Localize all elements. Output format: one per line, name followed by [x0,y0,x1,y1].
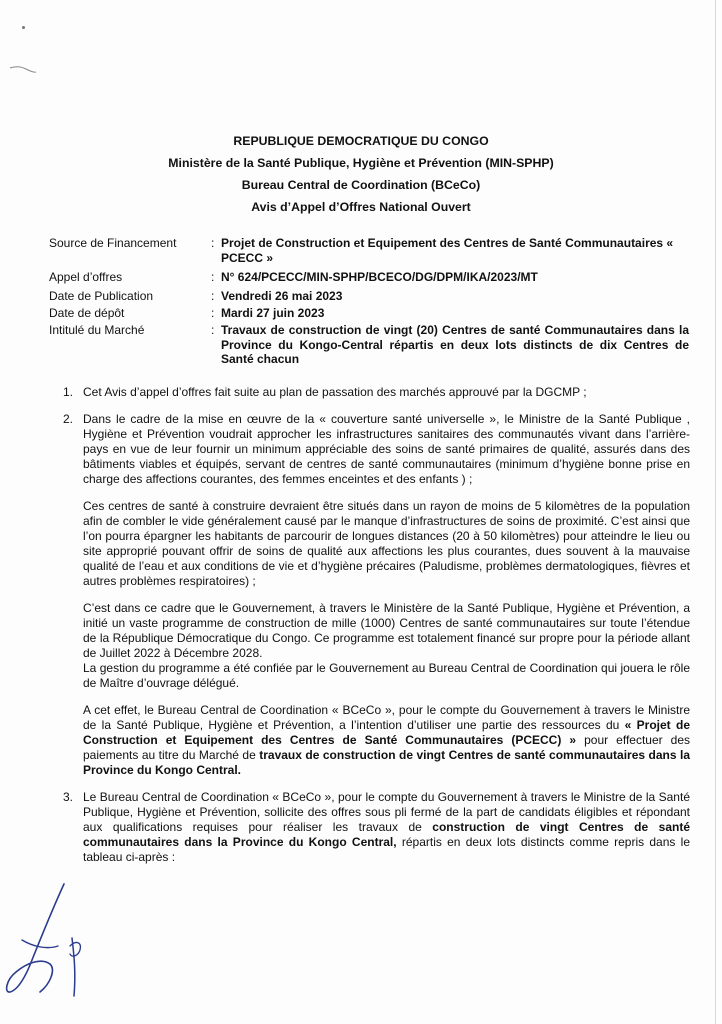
country-heading: REPUBLIQUE DEMOCRATIQUE DU CONGO [233,134,489,148]
financing-value: Projet de Construction et Equipement des Centres de Santé Communautaires « PCECC » [221,236,674,265]
tender-value: N° 624/PCECC/MIN-SPHP/BCECO/DG/DPM/IKA/2023/MT [221,270,538,284]
ministry-heading: Ministère de la Santé Publique, Hygiène et Prévention (MIN-SPHP) [168,156,554,170]
meta-row-market [49,323,689,367]
tender-label: Appel d’offres [49,270,123,284]
deposit-value: Mardi 27 juin 2023 [221,306,325,320]
colon: : [211,270,215,284]
funding-text-a: A cet effet, le Bureau Central de Coordination « BCeCo », pour le compte du Gouvernement à travers le Ministre de la Santé Publique, Hygiène et Prévention, a l’intention d’utiliser une partie des ressources du [83,703,690,732]
meta-row-tender [49,270,689,289]
item-number: 1. [63,385,74,399]
funding-project-name: « Projet de Construction et Equipement des Centres de Santé Communautaires (PCECC) » [83,718,690,747]
notice-meta-table [49,236,689,367]
paragraph-programme-management: La gestion du programme a été confiée par le Gouvernement au Bureau Central de Coordination qui jouera le rôle de Maître d’ouvrage délégué. [83,661,690,690]
scan-mark [8,62,38,76]
numbered-item-3 [49,790,690,865]
paragraph-funding-use [83,703,690,778]
document-body [49,385,690,877]
paragraph-government-programme: C’est dans ce cadre que le Gouvernement, à travers le Ministère de la Santé Publique, Hygiène et Prévention, a initié un vaste programme de construction de mille (1000) Centres de santé communautaires sur toute l’étendue de la République Démocratique du Congo. Ce programme est totalement financé sur propre pour la période allant de Juillet 2022 à Décembre 2028. [83,601,690,660]
meta-row-financing [49,236,689,270]
market-value: Travaux de construction de vingt (20) Centres de santé Communautaires dans la Province du Kongo-Central répartis en deux lots distincts de dix Centres de Santé chacun [221,323,689,366]
numbered-item-1 [49,385,690,400]
colon: : [211,323,215,337]
paragraph-universal-coverage: Dans le cadre de la mise en œuvre de la « couverture santé universelle », le Ministre de la Santé Publique , Hygiène et Prévention voudrait approcher les infrastructures sanitaires des communautés vivant dans l’arrière-pays en vue de leur fournir un minimum appréciable des soins de santé primaires de qualité, assurés dans des bâtiments viables et équipés, servant de centres de santé communautaires (minimum d’hygiène bonne prise en charge des affections courantes, des femmes enceintes et des enfants ) ; [83,412,690,486]
bids-works-title: construction de vingt Centres de santé communautaires dans la Province du Kongo Central, [83,820,690,849]
publication-label: Date de Publication [49,289,154,303]
deposit-label: Date de dépôt [49,306,125,320]
item-text: Cet Avis d’appel d’offres fait suite au plan de passation des marchés approuvé par la DGCMP ; [83,385,587,399]
item-number: 2. [63,412,74,426]
meta-row-publication [49,289,689,306]
colon: : [211,289,215,303]
item-number: 3. [63,790,74,804]
financing-label: Source de Financement [49,236,177,250]
meta-row-deposit [49,306,689,323]
publication-value: Vendredi 26 mai 2023 [221,289,343,303]
market-label: Intitulé du Marché [49,323,145,337]
document-header [0,130,722,218]
numbered-item-2 [49,412,690,778]
bureau-heading: Bureau Central de Coordination (BCeCo) [241,178,481,192]
bids-text-c: répartis en deux lots distincts comme repris dans le tableau ci-après : [83,835,690,864]
item-text [83,790,690,865]
scan-speck [22,26,25,29]
handwritten-signature [2,880,112,1000]
funding-text-c: pour effectuer des paiements au titre du Marché de [83,733,691,762]
colon: : [211,306,215,320]
notice-title: Avis d’Appel d’Offres National Ouvert [251,200,471,214]
bids-text-a: Le Bureau Central de Coordination « BCeCo », pour le compte du Gouvernement à travers le Ministre de la Santé Publique, Hygiène et Prévention, sollicite des offres sous pli fermé de la part de candidats éligibles et répondant aux qualifications requises pour réaliser les travaux de [83,790,690,834]
funding-works-title: travaux de construction de vingt Centres de santé communautaires dans la Province du Kongo Central. [83,748,691,777]
paragraph-health-centres: Ces centres de santé à construire devraient être situés dans un rayon de moins de 5 kilomètres de la population afin de combler le vide généralement causé par le manque d’infrastructures de soins de proximité. C’est ainsi que l’on pourra épargner les habitants de parcourir de longues distances (20 à 50 kilomètres) pour atteindre le lieu ou site approprié pouvant offrir de soins de qualité aux affections les plus courantes, dues souvent à la mauvaise qualité de l’eau et aux conditions de vie et d’hygiène précaires (Paludisme, problèmes dermatologiques, fièvres et autres problèmes respiratoires) ; [83,499,690,588]
colon: : [211,236,215,250]
